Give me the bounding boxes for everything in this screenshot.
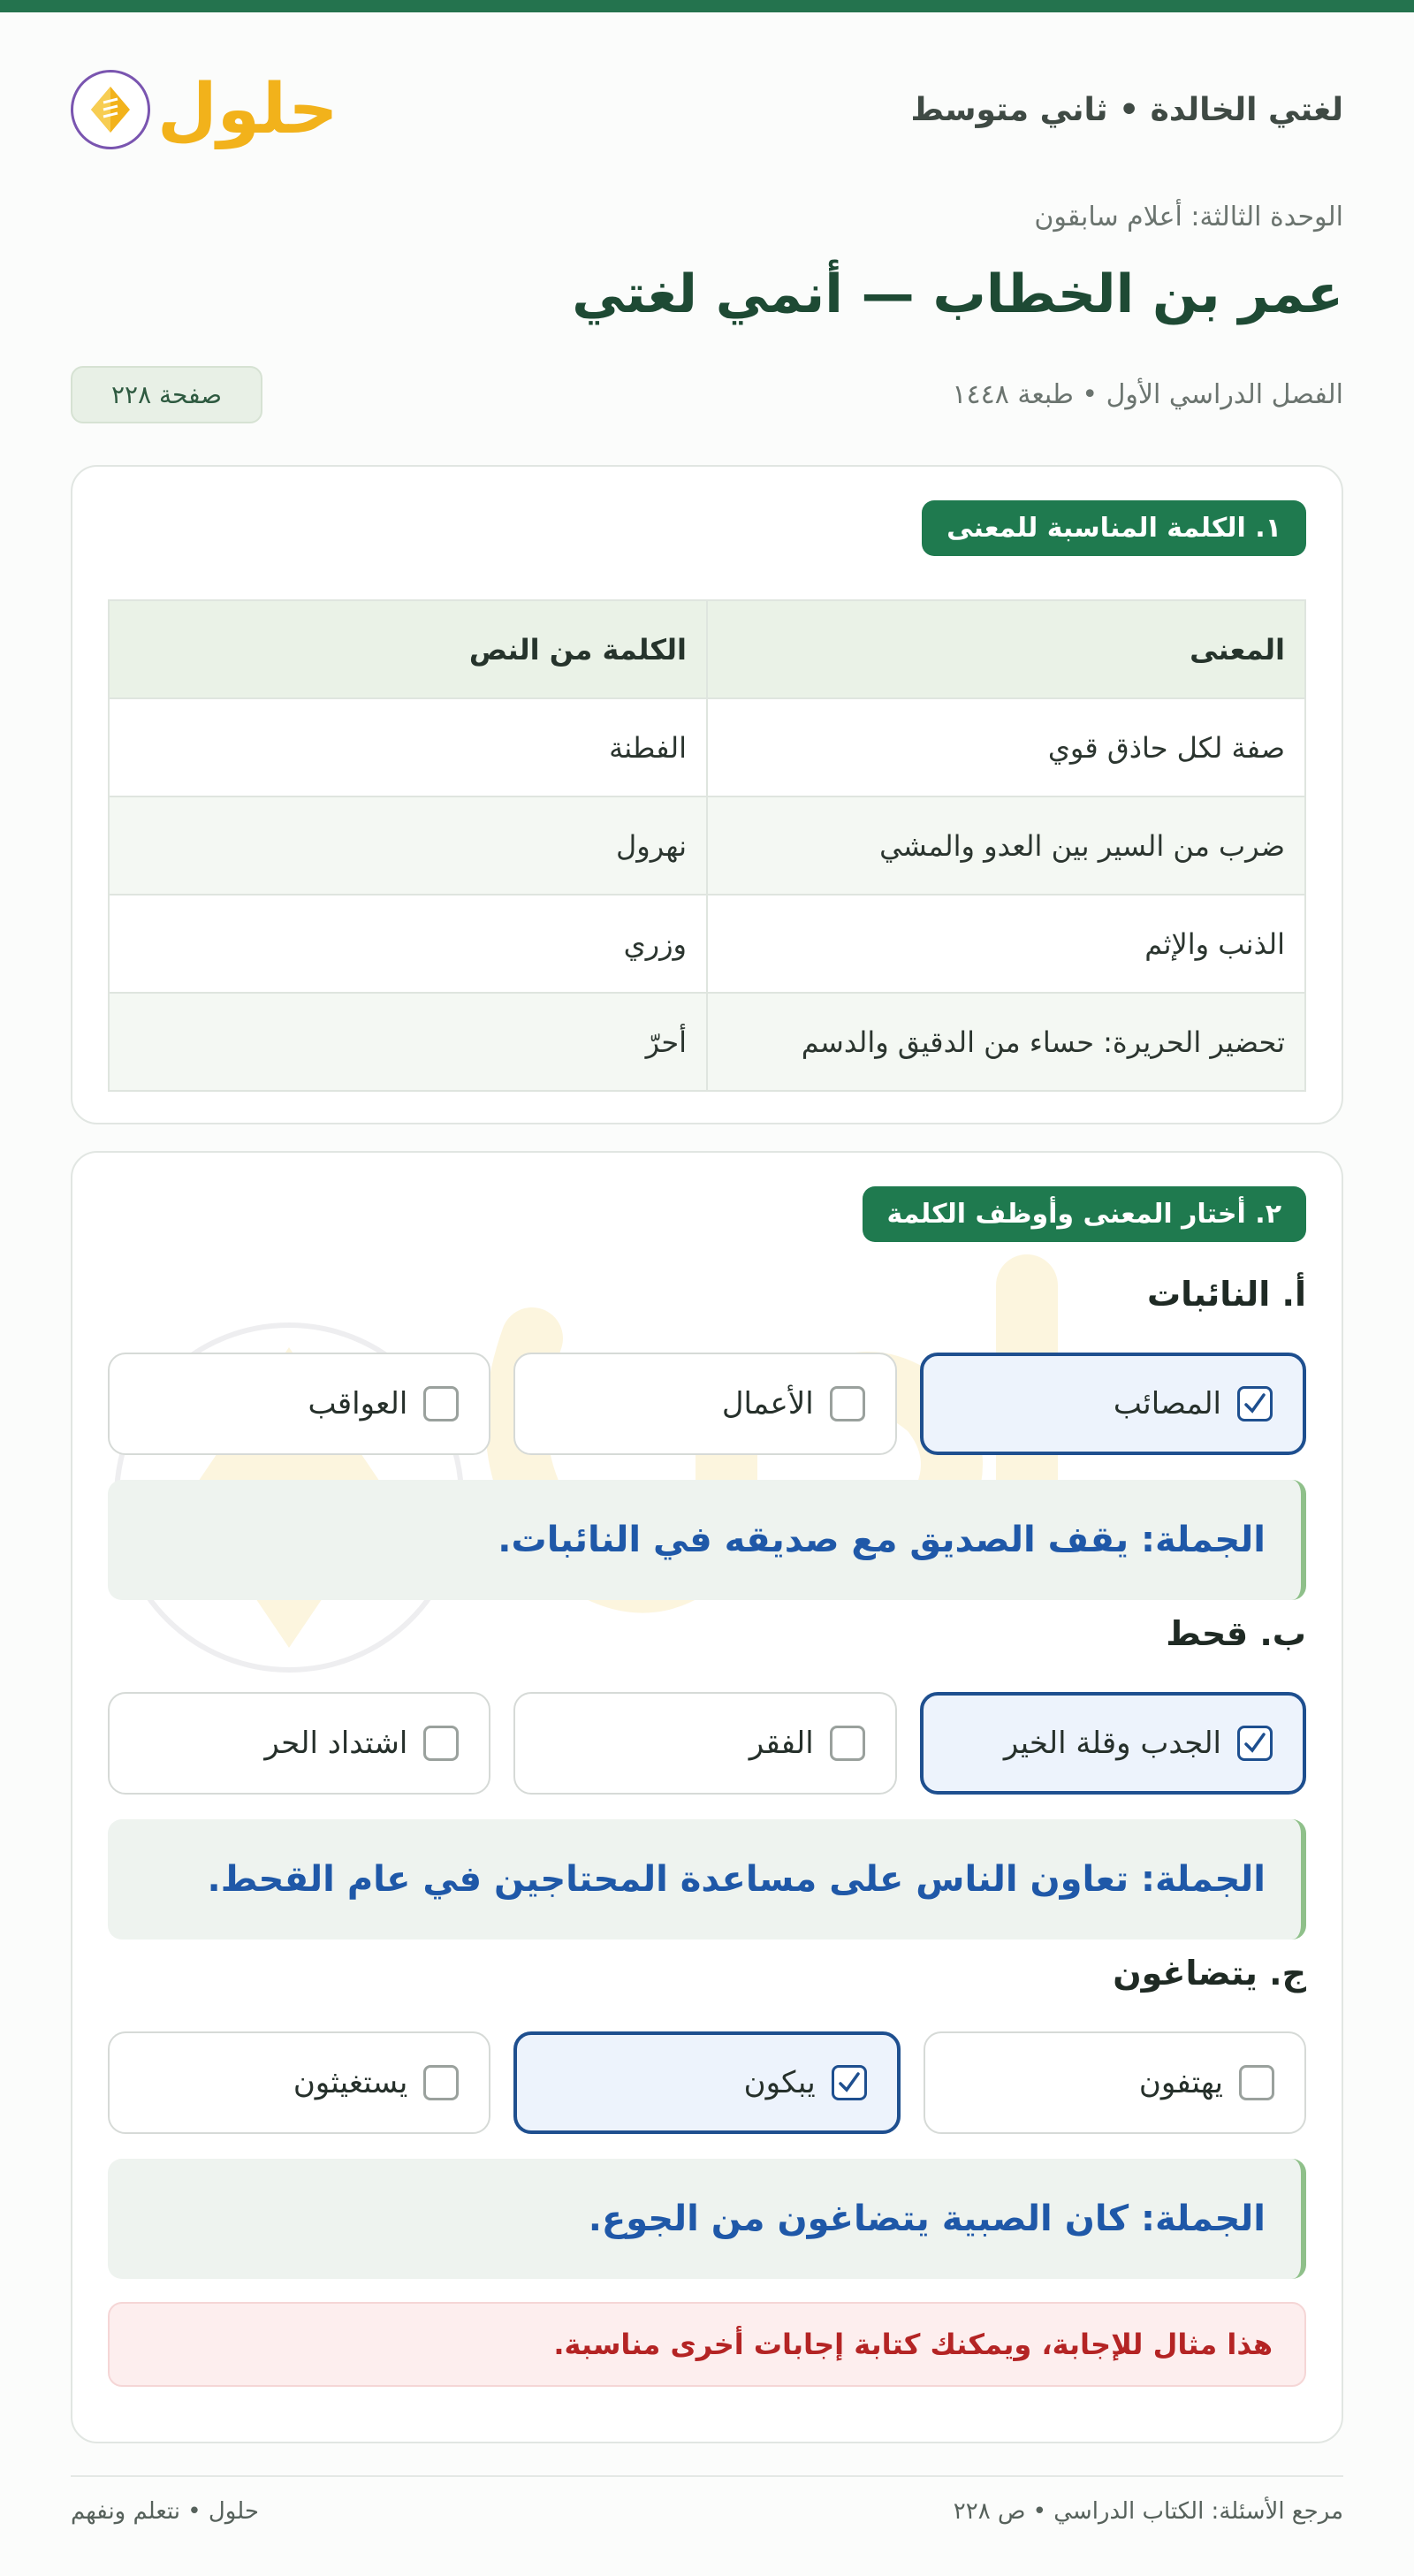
page-number-badge: صفحة ٢٢٨ <box>71 366 262 423</box>
option-label: الأعمال <box>721 1386 814 1421</box>
checkbox-empty-icon[interactable] <box>423 1726 459 1761</box>
meaning-cell: صفة لكل حاذق قوي <box>707 698 1305 796</box>
option-checked[interactable] <box>920 1692 1306 1795</box>
option-unchecked[interactable] <box>924 2031 1306 2134</box>
answer-note: هذا مثال للإجابة، ويمكنك كتابة إجابات أخرى مناسبة. <box>108 2302 1306 2387</box>
checkbox-checked-icon[interactable] <box>1237 1726 1273 1761</box>
option-label: يهتفون <box>1138 2065 1223 2100</box>
option-label: اشتداد الحر <box>264 1726 408 1761</box>
question-c-label: ج. يتضاغون <box>1113 1954 1306 1993</box>
option-unchecked[interactable] <box>108 1692 490 1795</box>
option-label: المصائب <box>1113 1386 1221 1421</box>
meaning-cell: ضرب من السير بين العدو والمشي <box>707 796 1305 895</box>
book-icon <box>71 70 150 149</box>
column-header-word: الكلمة من النص <box>109 600 707 698</box>
word-cell: أحرّ <box>109 993 707 1091</box>
footer-divider <box>71 2475 1343 2477</box>
checkbox-empty-icon[interactable] <box>423 1386 459 1421</box>
word-cell: وزري <box>109 895 707 993</box>
example-sentence: الجملة: يقف الصديق مع صديقه في النائبات. <box>108 1480 1306 1600</box>
checkbox-empty-icon[interactable] <box>830 1726 865 1761</box>
option-checked[interactable] <box>513 2031 900 2134</box>
table-row <box>109 993 1305 1091</box>
question-a-options <box>108 1353 1306 1455</box>
option-checked[interactable] <box>920 1353 1306 1455</box>
meaning-cell: تحضير الحريرة: حساء من الدقيق والدسم <box>707 993 1305 1091</box>
meta-row <box>71 362 1343 426</box>
question-b-options <box>108 1692 1306 1795</box>
vocabulary-section <box>71 465 1343 1124</box>
word-cell: نهرول <box>109 796 707 895</box>
checkbox-empty-icon[interactable] <box>1239 2065 1274 2100</box>
column-header-meaning: المعنى <box>707 600 1305 698</box>
checkbox-empty-icon[interactable] <box>423 2065 459 2100</box>
question-a-label: أ. النائبات <box>1147 1275 1306 1314</box>
footer-brand[interactable]: حلول • نتعلم ونفهم <box>71 2498 259 2525</box>
checkbox-checked-icon[interactable] <box>1237 1386 1273 1421</box>
option-unchecked[interactable] <box>513 1353 896 1455</box>
option-label: يبكون <box>743 2065 816 2100</box>
option-label: يستغيثون <box>293 2065 408 2100</box>
choose-meaning-section <box>71 1151 1343 2443</box>
page-header <box>71 57 1343 163</box>
option-unchecked[interactable] <box>513 1692 896 1795</box>
option-label: الفقر <box>749 1726 814 1761</box>
section-badge: ٢. أختار المعنى وأوظف الكلمة <box>863 1186 1306 1242</box>
table-row <box>109 796 1305 895</box>
checkbox-checked-icon[interactable] <box>832 2065 867 2100</box>
table-row <box>109 895 1305 993</box>
word-cell: الفطنة <box>109 698 707 796</box>
meaning-cell: الذنب والإثم <box>707 895 1305 993</box>
page-title: عمر بن الخطاب — أنمي لغتي <box>572 263 1343 325</box>
top-accent-bar <box>0 0 1414 12</box>
page-footer <box>71 2498 1343 2525</box>
footer-reference: مرجع الأسئلة: الكتاب الدراسي • ص ٢٢٨ <box>953 2498 1343 2525</box>
table-header-row <box>109 600 1305 698</box>
glossary-table <box>108 599 1306 1092</box>
example-sentence: الجملة: كان الصبية يتضاغون من الجوع. <box>108 2159 1306 2279</box>
question-c-options <box>108 2031 1306 2134</box>
example-sentence: الجملة: تعاون الناس على مساعدة المحتاجين في عام القحط. <box>108 1819 1306 1940</box>
term-info: الفصل الدراسي الأول • طبعة ١٤٤٨ <box>952 378 1343 410</box>
option-label: الجدب وقلة الخير <box>1003 1726 1221 1761</box>
option-unchecked[interactable] <box>108 2031 490 2134</box>
checkbox-empty-icon[interactable] <box>830 1386 865 1421</box>
course-title: لغتي الخالدة • ثاني متوسط <box>910 91 1343 128</box>
section-badge: ١. الكلمة المناسبة للمعنى <box>922 500 1306 556</box>
option-unchecked[interactable] <box>108 1353 490 1455</box>
option-label: العواقب <box>308 1386 408 1421</box>
question-b-label: ب. قحط <box>1166 1614 1306 1653</box>
brand-logo[interactable] <box>71 70 338 149</box>
table-row <box>109 698 1305 796</box>
unit-label: الوحدة الثالثة: أعلام سابقون <box>1034 202 1343 232</box>
logo-wordmark: حلول <box>157 70 338 149</box>
